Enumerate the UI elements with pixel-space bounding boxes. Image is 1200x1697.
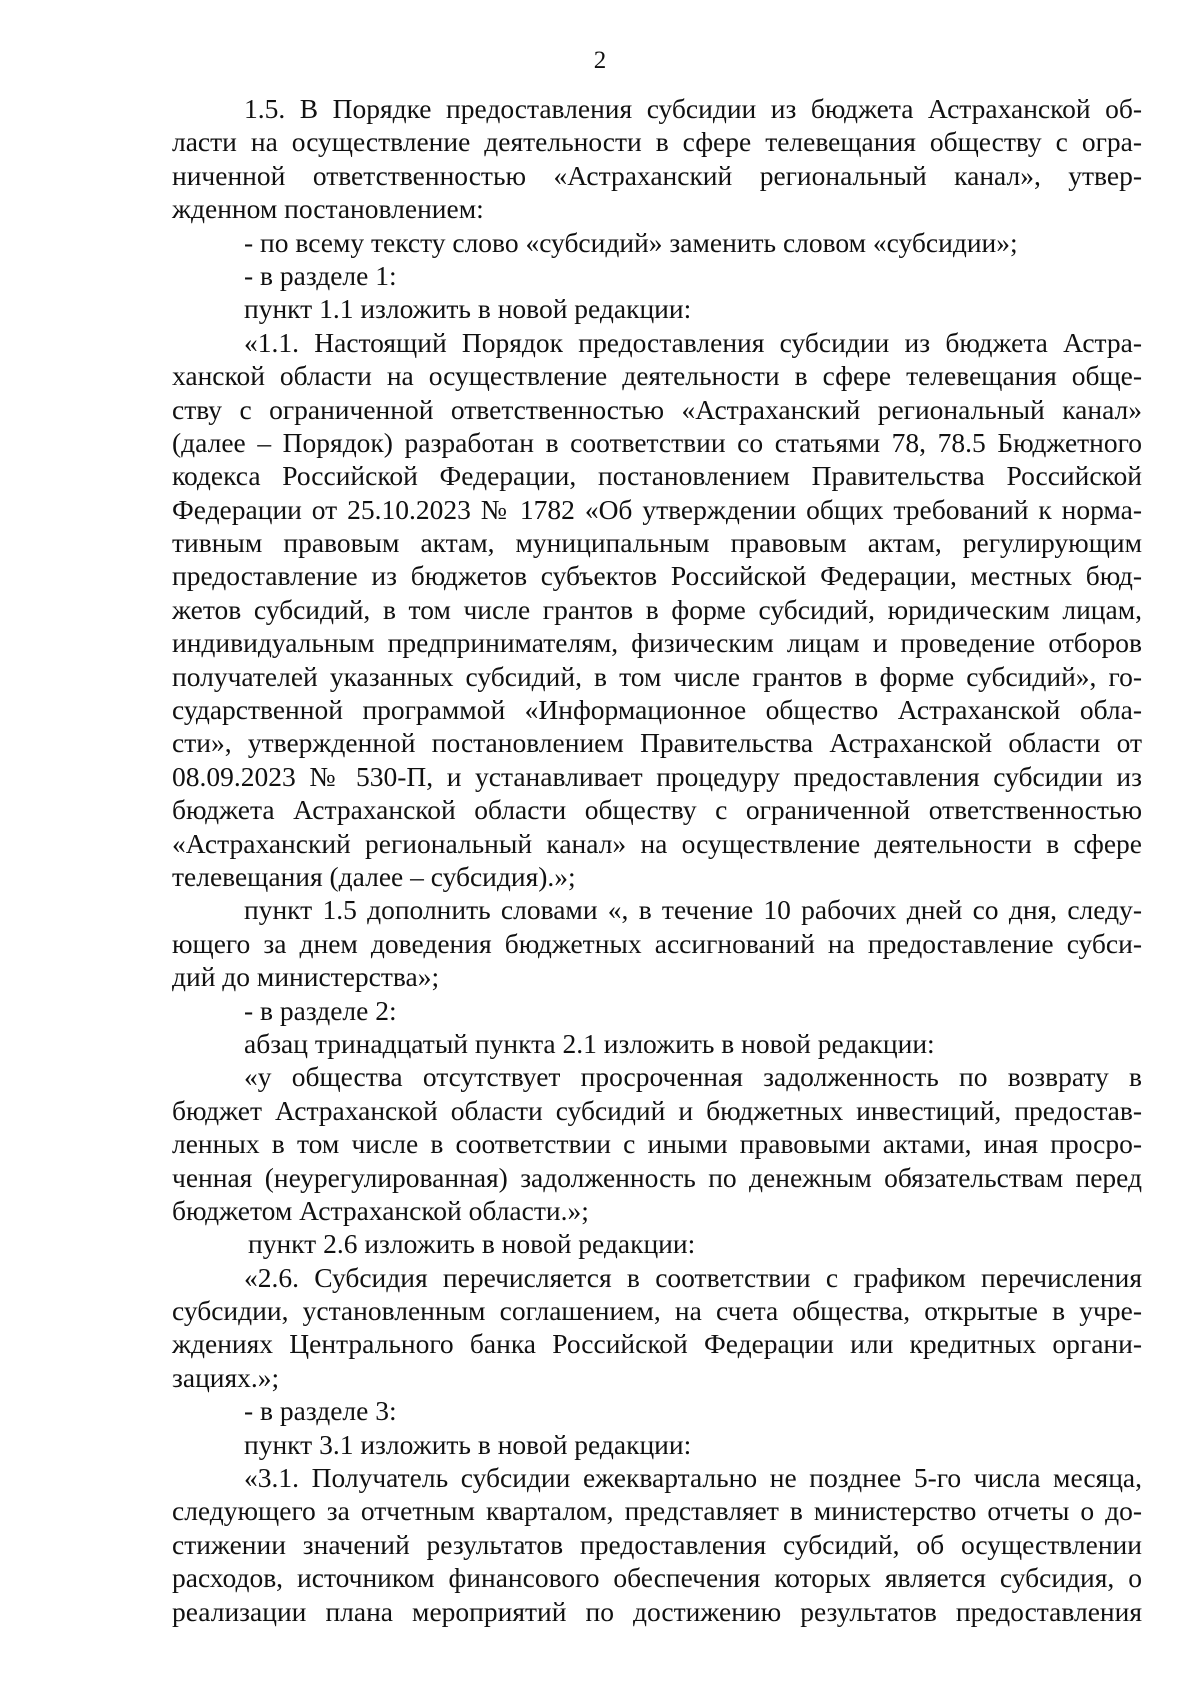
text-line: субсидии, установленным соглашением, на счета общества, открытые в учре- (172, 1295, 1142, 1327)
text-line: расходов, источником финансового обеспечения которых является субсидия, о (172, 1562, 1142, 1594)
text-line: - в разделе 1: (244, 259, 397, 291)
text-line: получателей указанных субсидий, в том числе грантов в форме субсидий», го- (172, 660, 1142, 692)
text-line: реализации плана мероприятий по достижению результатов предоставления (172, 1595, 1142, 1627)
document-body (172, 92, 1142, 1628)
text-line: индивидуальным предпринимателям, физическим лицам и проведение отборов (172, 627, 1142, 659)
text-line: предоставление из бюджетов субъектов Российской Федерации, местных бюд- (172, 560, 1142, 592)
text-line: телевещания (далее – субсидия).»; (172, 860, 576, 892)
text-line: зациях.»; (172, 1361, 280, 1393)
text-line: следующего за отчетным кварталом, представляет в министерство отчеты о до- (172, 1495, 1142, 1527)
text-line: кодекса Российской Федерации, постановлением Правительства Российской (172, 460, 1142, 492)
text-line: тивным правовым актам, муниципальным правовым актам, регулирующим (172, 527, 1142, 559)
text-line: - по всему тексту слово «субсидий» заменить словом «субсидии»; (244, 226, 1018, 258)
text-line: «у общества отсутствует просроченная задолженность по возврату в (244, 1061, 1142, 1093)
text-line: абзац тринадцатый пункта 2.1 изложить в новой редакции: (244, 1027, 935, 1059)
text-line: дий до министерства»; (172, 961, 440, 993)
text-line: «1.1. Настоящий Порядок предоставления субсидии из бюджета Астра- (244, 326, 1142, 358)
text-line: 1.5. В Порядке предоставления субсидии из бюджета Астраханской об- (244, 93, 1142, 124)
text-line: - в разделе 2: (244, 994, 397, 1026)
text-line: (далее – Порядок) разработан в соответствии со статьями 78, 78.5 Бюджетного (172, 426, 1142, 458)
text-line: сударственной программой «Информационное общество Астраханской обла- (172, 694, 1142, 726)
text-line: «3.1. Получатель субсидии ежеквартально не позднее 5-го числа месяца, (244, 1462, 1142, 1494)
text-line: «Астраханский региональный канал» на осуществление деятельности в сфере (172, 827, 1142, 859)
text-line: сти», утвержденной постановлением Правительства Астраханской области от (172, 727, 1142, 759)
text-line: ханской области на осуществление деятельности в сфере телевещания обще- (172, 360, 1142, 392)
text-line: жденном постановлением: (172, 193, 484, 225)
text-line: пункт 3.1 изложить в новой редакции: (244, 1428, 692, 1460)
text-line: - в разделе 3: (244, 1395, 397, 1427)
text-line: ству с ограниченной ответственностью «Астраханский региональный канал» (172, 393, 1142, 425)
text-line: ющего за днем доведения бюджетных ассигнований на предоставление субси- (172, 927, 1142, 959)
text-line: ждениях Центрального банка Российской Федерации или кредитных органи- (172, 1328, 1142, 1360)
text-line: бюджета Астраханской области обществу с ограниченной ответственностью (172, 794, 1142, 826)
text-line: пункт 2.6 изложить в новой редакции: (248, 1228, 696, 1260)
text-line: «2.6. Субсидия перечисляется в соответствии с графиком перечисления (244, 1261, 1142, 1293)
text-line: бюджетом Астраханской области.»; (172, 1194, 589, 1226)
text-line: ченная (неурегулированная) задолженность по денежным обязательствам перед (172, 1161, 1142, 1193)
text-line: 08.09.2023 № 530-П, и устанавливает процедуру предоставления субсидии из (172, 760, 1142, 792)
text-line: бюджет Астраханской области субсидий и бюджетных инвестиций, предостав- (172, 1094, 1142, 1126)
text-line: ласти на осуществление деятельности в сфере телевещания обществу с огра- (172, 126, 1142, 158)
text-line: стижении значений результатов предоставления субсидий, об осуществлении (172, 1528, 1142, 1560)
page-number: 2 (593, 47, 607, 74)
text-line: Федерации от 25.10.2023 № 1782 «Об утверждении общих требований к норма- (172, 493, 1142, 525)
text-line: пункт 1.1 изложить в новой редакции: (244, 293, 692, 325)
text-line: жетов субсидий, в том числе грантов в форме субсидий, юридическим лицам, (172, 593, 1142, 625)
text-line: пункт 1.5 дополнить словами «, в течение 10 рабочих дней со дня, следу- (244, 894, 1142, 926)
text-line: ленных в том числе в соответствии с иными правовыми актами, иная просро- (172, 1128, 1142, 1160)
text-line: ниченной ответственностью «Астраханский региональный канал», утвер- (172, 159, 1142, 191)
